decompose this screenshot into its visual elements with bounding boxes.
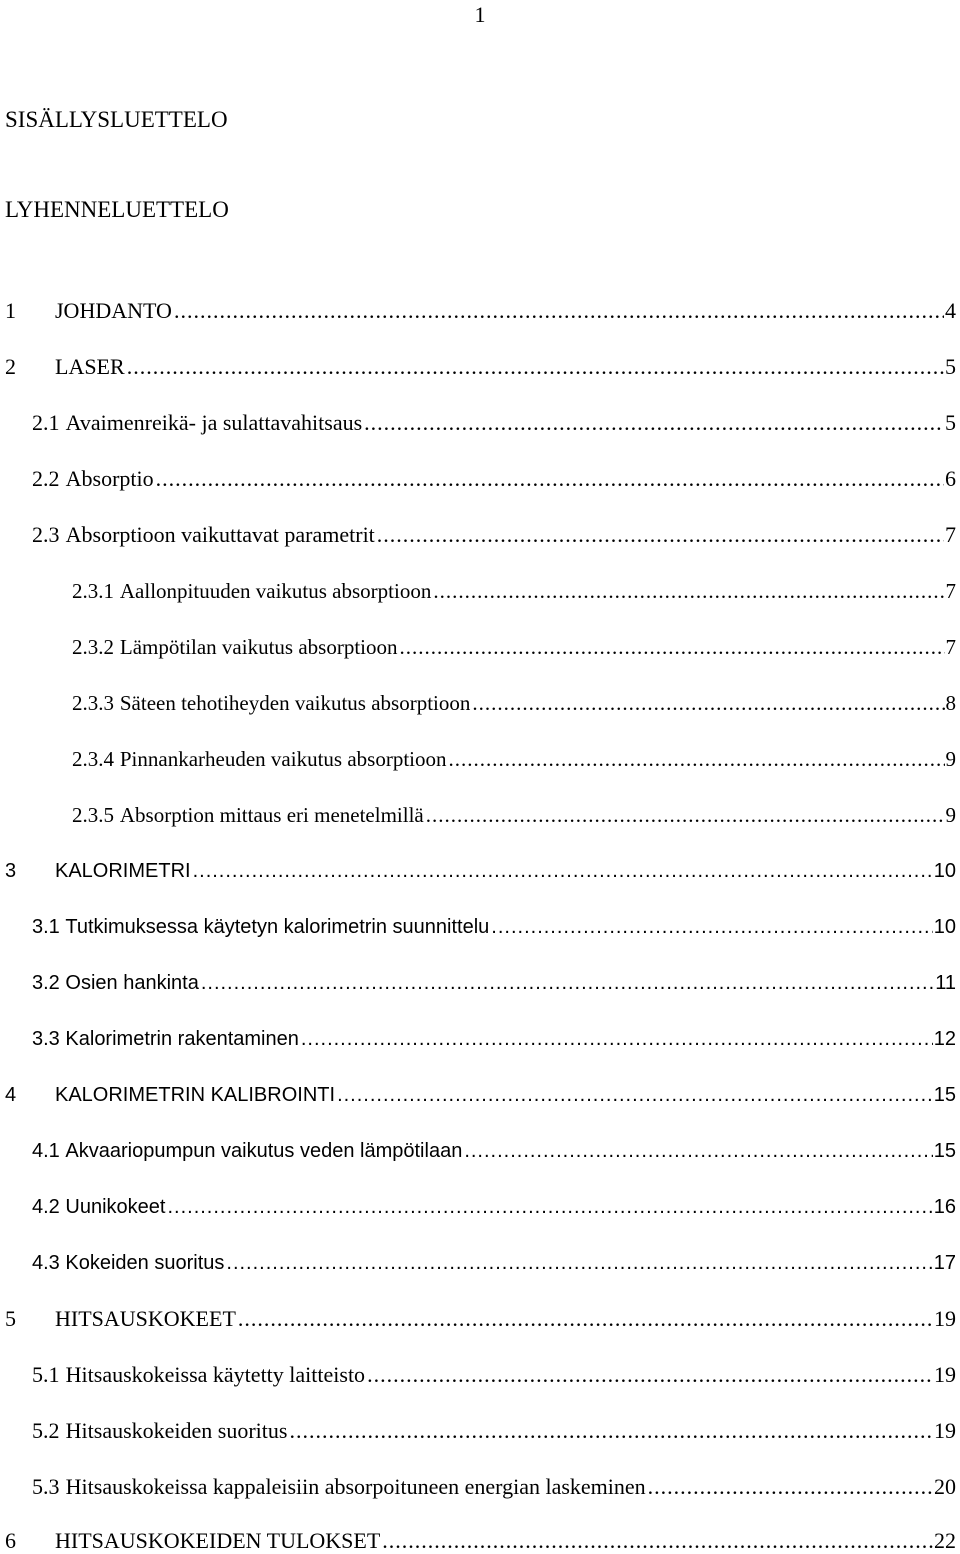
toc-dot-leader <box>167 1194 932 1220</box>
toc-entry-page: 22 <box>934 1528 956 1553</box>
toc-entry-number: 2.3.1 <box>72 579 114 603</box>
toc-entry[interactable] <box>32 522 956 548</box>
toc-dot-leader <box>433 578 944 604</box>
toc-dot-leader <box>238 1306 933 1332</box>
toc-entry-page: 16 <box>933 1196 956 1218</box>
toc-entry-title: HITSAUSKOKEIDEN TULOKSET <box>55 1528 381 1553</box>
toc-entry-title: Absorptio <box>65 466 154 491</box>
toc-dot-leader <box>201 970 934 996</box>
toc-entry[interactable] <box>5 1528 956 1554</box>
toc-entry-page: 6 <box>945 466 956 491</box>
toc-dot-leader <box>448 746 944 772</box>
toc-entry[interactable] <box>5 298 956 324</box>
toc-entry-page: 5 <box>945 410 956 435</box>
toc-entry[interactable] <box>72 802 956 828</box>
toc-entry-title: KALORIMETRIN KALIBROINTI <box>55 1084 336 1106</box>
toc-entry-page: 11 <box>935 972 956 994</box>
toc-entry[interactable] <box>32 1418 956 1444</box>
toc-entry-number: 2.1 <box>32 410 60 435</box>
contents-heading: SISÄLLYSLUETTELO <box>5 107 228 132</box>
toc-entry[interactable] <box>32 1250 956 1276</box>
toc-entry-number: 5 <box>5 1306 16 1331</box>
toc-entry[interactable] <box>5 1306 956 1332</box>
toc-dot-leader <box>464 1138 932 1164</box>
toc-entry-number: 3.1 <box>32 916 60 938</box>
toc-dot-leader <box>289 1418 933 1444</box>
toc-dot-leader <box>377 522 944 548</box>
toc-entry[interactable] <box>72 690 956 716</box>
toc-entry-number: 6 <box>5 1528 16 1553</box>
toc-entry-number: 3 <box>5 860 17 882</box>
toc-entry-title: KALORIMETRI <box>55 860 191 882</box>
page-number: 1 <box>474 2 486 27</box>
toc-entry-page: 10 <box>933 860 956 882</box>
toc-entry-number: 2 <box>5 354 16 379</box>
toc-entry-number: 3.3 <box>32 1028 60 1050</box>
toc-entry-title: JOHDANTO <box>55 298 172 323</box>
toc-entry-title: Kalorimetrin rakentaminen <box>65 1028 299 1050</box>
toc-entry-number: 3.2 <box>32 972 60 994</box>
toc-entry-title: Avaimenreikä- ja sulattavahitsaus <box>65 410 363 435</box>
toc-entry-number: 2.3.4 <box>72 747 114 771</box>
toc-entry-title: Akvaariopumpun vaikutus veden lämpötilaan <box>65 1140 463 1162</box>
toc-entry-title: Uunikokeet <box>65 1196 166 1218</box>
toc-entry[interactable] <box>32 1474 956 1500</box>
toc-entry-title: Hitsauskokeiden suoritus <box>65 1418 288 1443</box>
toc-entry-title: Hitsauskokeissa kappaleisiin absorpoituneen energian laskeminen <box>65 1474 646 1499</box>
toc-entry[interactable] <box>32 914 956 940</box>
toc-entry[interactable] <box>5 1082 956 1108</box>
toc-entry-title: Kokeiden suoritus <box>65 1252 225 1274</box>
toc-entry-title: Absorptioon vaikuttavat parametrit <box>65 522 375 547</box>
toc-entry[interactable] <box>72 746 956 772</box>
toc-entry-page: 4 <box>945 298 956 323</box>
toc-entry[interactable] <box>5 354 956 380</box>
toc-entry-number: 4 <box>5 1084 17 1106</box>
toc-dot-leader <box>491 914 932 940</box>
toc-entry-title: HITSAUSKOKEET <box>55 1306 236 1331</box>
toc-entry-number: 2.3.2 <box>72 635 114 659</box>
toc-entry-page: 9 <box>945 747 956 771</box>
toc-entry-page: 7 <box>945 579 956 603</box>
toc-dot-leader <box>193 858 933 884</box>
toc-dot-leader <box>364 410 944 436</box>
toc-entry-title: Lämpötilan vaikutus absorptioon <box>119 635 398 659</box>
toc-entry[interactable] <box>72 634 956 660</box>
toc-entry[interactable] <box>32 970 956 996</box>
toc-entry-page: 9 <box>945 803 956 827</box>
toc-entry-page: 17 <box>933 1252 956 1274</box>
toc-dot-leader <box>400 634 945 660</box>
toc-dot-leader <box>367 1362 933 1388</box>
toc-entry-title: Aallonpituuden vaikutus absorptioon <box>119 579 432 603</box>
toc-entry[interactable] <box>5 858 956 884</box>
toc-dot-leader <box>472 690 944 716</box>
abbreviations-heading: LYHENNELUETTELO <box>5 197 229 222</box>
toc-dot-leader <box>648 1474 933 1500</box>
toc-dot-leader <box>337 1082 933 1108</box>
toc-dot-leader <box>382 1528 933 1554</box>
toc-entry-page: 7 <box>945 522 956 547</box>
toc-entry-title: Hitsauskokeissa käytetty laitteisto <box>65 1362 366 1387</box>
toc-entry-title: Osien hankinta <box>65 972 199 994</box>
toc-entry-page: 15 <box>933 1140 956 1162</box>
toc-entry-number: 5.2 <box>32 1418 60 1443</box>
toc-entry-title: Säteen tehotiheyden vaikutus absorptioon <box>119 691 471 715</box>
toc-entry[interactable] <box>32 1026 956 1052</box>
toc-entry-page: 19 <box>934 1362 956 1387</box>
toc-entry-page: 15 <box>933 1084 956 1106</box>
toc-entry-page: 10 <box>933 916 956 938</box>
toc-entry-page: 5 <box>945 354 956 379</box>
toc-dot-leader <box>226 1250 932 1276</box>
toc-entry-number: 5.1 <box>32 1362 60 1387</box>
toc-entry-page: 7 <box>945 635 956 659</box>
toc-entry-page: 12 <box>933 1028 956 1050</box>
toc-entry-number: 2.2 <box>32 466 60 491</box>
toc-entry-title: Tutkimuksessa käytetyn kalorimetrin suunnittelu <box>65 916 490 938</box>
toc-entry[interactable] <box>32 1194 956 1220</box>
toc-entry[interactable] <box>32 466 956 492</box>
toc-dot-leader <box>127 354 944 380</box>
toc-entry-page: 8 <box>945 691 956 715</box>
toc-entry-number: 5.3 <box>32 1474 60 1499</box>
toc-entry[interactable] <box>32 1362 956 1388</box>
toc-entry[interactable] <box>32 410 956 436</box>
toc-entry-title: LASER <box>55 354 125 379</box>
toc-entry-number: 2.3.5 <box>72 803 114 827</box>
toc-entry-number: 2.3 <box>32 522 60 547</box>
toc-dot-leader <box>301 1026 933 1052</box>
toc-entry-number: 2.3.3 <box>72 691 114 715</box>
toc-entry-number: 4.3 <box>32 1252 60 1274</box>
toc-dot-leader <box>426 802 945 828</box>
toc-dot-leader <box>174 298 944 324</box>
toc-entry[interactable] <box>32 1138 956 1164</box>
toc-entry-page: 19 <box>934 1306 956 1331</box>
toc-entry-number: 1 <box>5 298 16 323</box>
toc-entry-number: 4.2 <box>32 1196 60 1218</box>
toc-entry[interactable] <box>72 578 956 604</box>
toc-entry-page: 19 <box>934 1418 956 1443</box>
toc-entry-page: 20 <box>934 1474 956 1499</box>
toc-entry-number: 4.1 <box>32 1140 60 1162</box>
toc-entry-title: Absorption mittaus eri menetelmillä <box>119 803 424 827</box>
toc-dot-leader <box>156 466 944 492</box>
toc-entry-title: Pinnankarheuden vaikutus absorptioon <box>119 747 447 771</box>
